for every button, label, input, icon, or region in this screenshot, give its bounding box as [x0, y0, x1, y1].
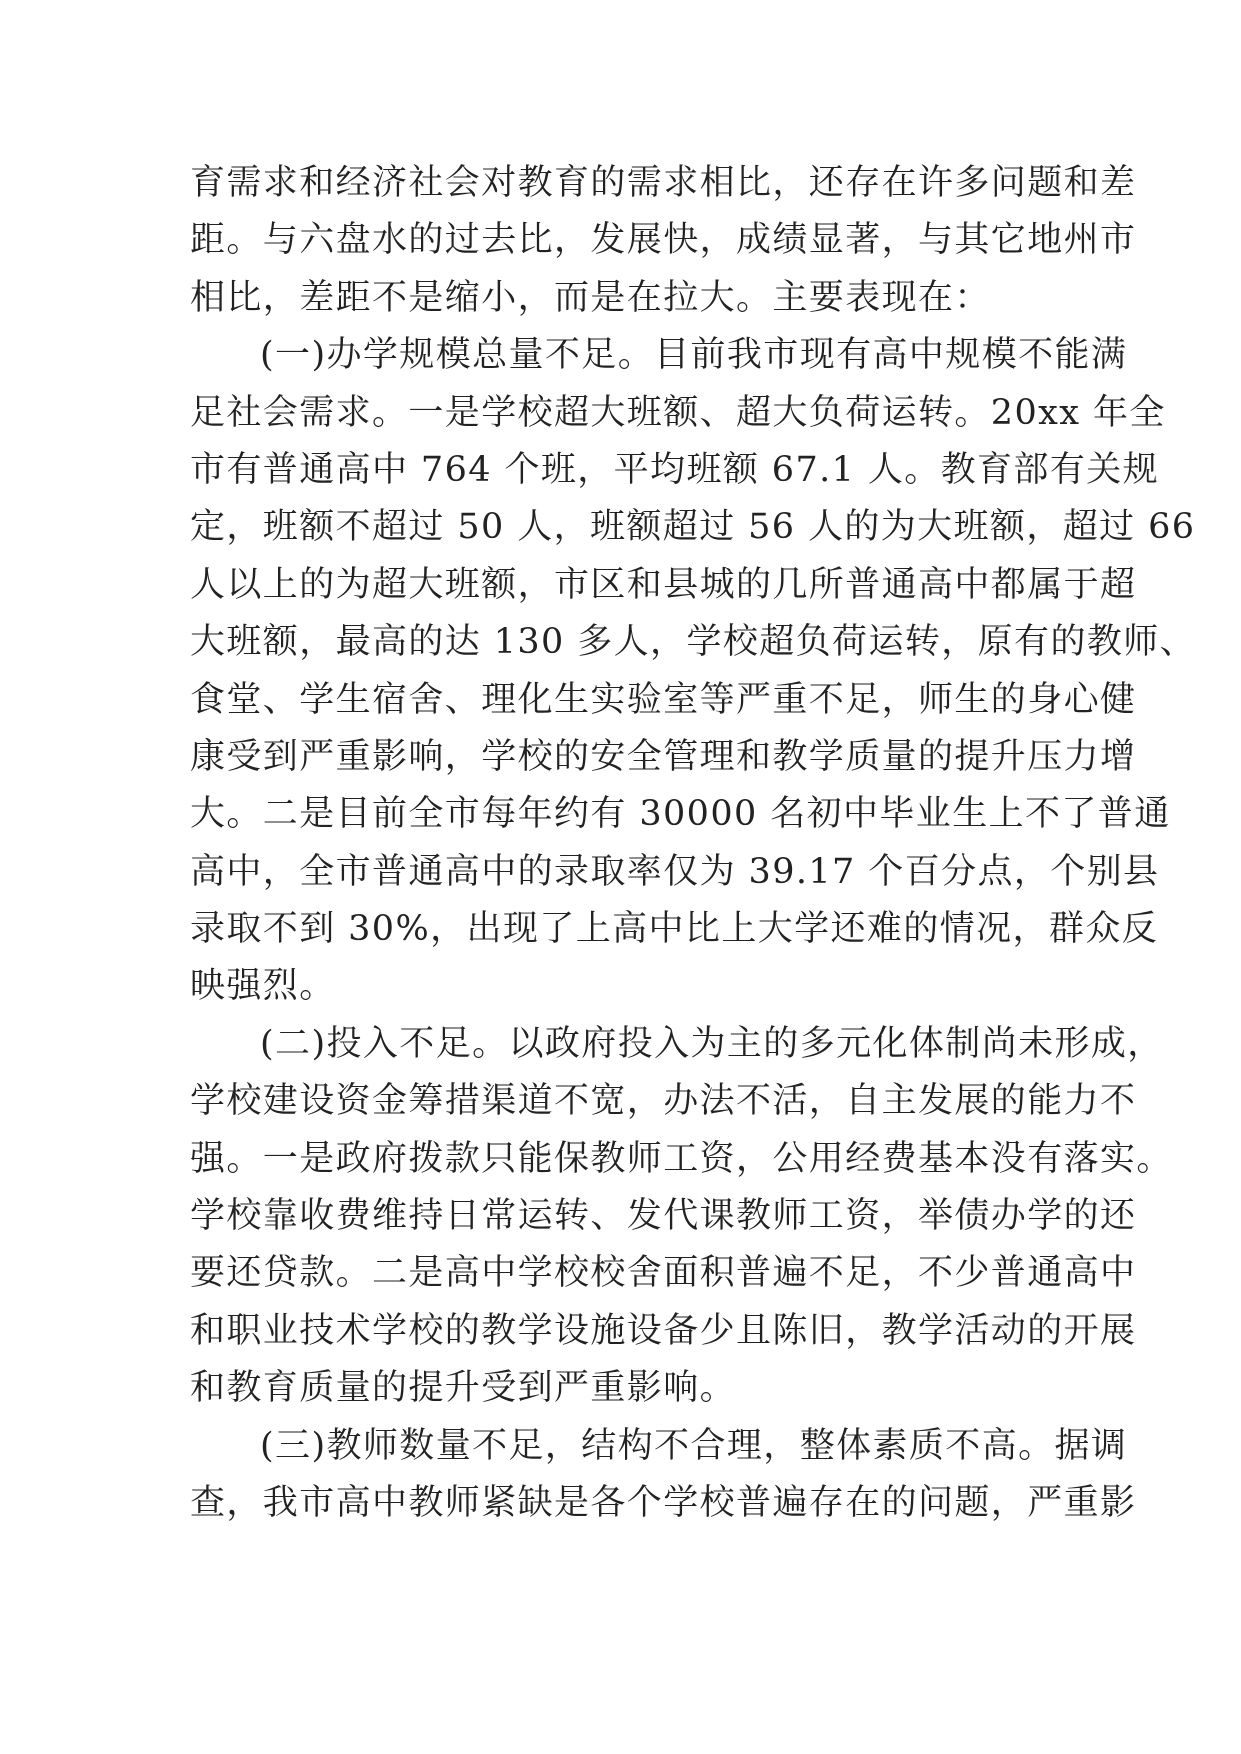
- text-line: (三)教师数量不足，结构不合理，整体素质不高。据调: [260, 1425, 1128, 1466]
- paragraph-scale-shortage: [190, 327, 1197, 1016]
- document-body: [190, 155, 1197, 1532]
- paragraph-teacher-shortage: [190, 1418, 1137, 1533]
- text-line: 食堂、学生宿舍、理化生实验室等严重不足，师生的身心健: [190, 679, 1137, 720]
- text-line: 学校靠收费维持日常运转、发代课教师工资，举债办学的还: [190, 1196, 1137, 1237]
- text-line: 要还贷款。二是高中学校校舍面积普遍不足，不少普通高中: [190, 1253, 1137, 1294]
- text-line: 距。与六盘水的过去比，发展快，成绩显著，与其它地州市: [190, 220, 1137, 261]
- text-line: 映强烈。: [190, 966, 336, 1007]
- text-line: 大班额，最高的达 130 多人，学校超负荷运转，原有的教师、: [190, 622, 1197, 663]
- paragraph-intro: [190, 155, 1137, 327]
- text-line: 定，班额不超过 50 人，班额超过 56 人的为大班额，超过 66: [190, 507, 1196, 548]
- text-line: 相比，差距不是缩小，而是在拉大。主要表现在：: [190, 277, 991, 318]
- text-line: (一)办学规模总量不足。目前我市现有高中规模不能满: [260, 335, 1128, 376]
- text-line: 人以上的为超大班额，市区和县城的几所普通高中都属于超: [190, 564, 1137, 605]
- text-line: 康受到严重影响，学校的安全管理和教学质量的提升压力增: [190, 736, 1137, 777]
- text-line: 高中，全市普通高中的录取率仅为 39.17 个百分点，个别县: [190, 851, 1160, 892]
- text-line: 大。二是目前全市每年约有 30000 名初中毕业生上不了普通: [190, 794, 1171, 835]
- text-line: 育需求和经济社会对教育的需求相比，还存在许多问题和差: [190, 163, 1137, 203]
- text-line: 录取不到 30%，出现了上高中比上大学还难的情况，群众反: [190, 909, 1159, 950]
- text-line: 和教育质量的提升受到严重影响。: [190, 1368, 737, 1409]
- text-line: 学校建设资金筹措渠道不宽，办法不活，自主发展的能力不: [190, 1081, 1137, 1122]
- text-line: 和职业技术学校的教学设施设备少且陈旧，教学活动的开展: [190, 1310, 1137, 1351]
- text-line: (二)投入不足。以政府投入为主的多元化体制尚未形成，: [260, 1023, 1164, 1064]
- text-line: 市有普通高中 764 个班，平均班额 67.1 人。教育部有关规: [190, 449, 1160, 490]
- text-line: 足社会需求。一是学校超大班额、超大负荷运转。20xx 年全: [190, 392, 1166, 433]
- text-line: 查，我市高中教师紧缺是各个学校普遍存在的问题，严重影: [190, 1482, 1137, 1523]
- paragraph-investment-shortage: [190, 1016, 1173, 1418]
- text-line: 强。一是政府拨款只能保教师工资，公用经费基本没有落实。: [190, 1138, 1173, 1179]
